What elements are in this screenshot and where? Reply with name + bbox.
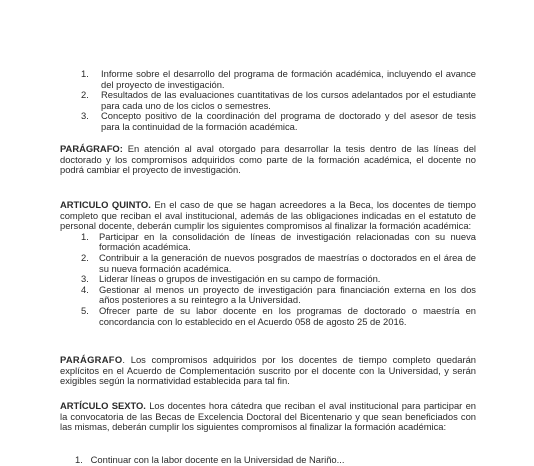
list-item — [77, 253, 476, 274]
list-item — [77, 285, 476, 306]
list-item-text: Liderar líneas o grupos de investigación en su campo de formación. — [99, 273, 381, 285]
list-item-text: Participar en la consolidación de líneas de investigación relacionadas con su nueva formación académica. — [99, 230, 476, 253]
list-item-number: 1. — [81, 230, 89, 242]
list-item-number: 1. — [81, 68, 89, 79]
list-item-text: Gestionar al menos un proyecto de investigación para financiación externa en los dos años posteriores a su reintegro a la Universidad. — [99, 283, 476, 306]
articulo-quinto-heading: ARTICULO QUINTO. — [60, 199, 151, 210]
cut-off-text: Continuar con la labor docente en la Universidad de Nariño... — [90, 454, 345, 465]
list-item-text: Concepto positivo de la coordinación del programa de doctorado y del asesor de tesis para la continuidad de la formación académica. — [101, 110, 476, 132]
list-item-text: Ofrecer parte de su labor docente en los programas de doctorado o maestría en concordancia con lo establecido en el Acuerdo 058 de agosto 25 de 2016. — [99, 304, 476, 327]
intro-list — [81, 69, 476, 133]
list-item-number: 3. — [81, 110, 89, 122]
paragrafo-2 — [60, 355, 476, 387]
articulo-sexto-body: Los docentes hora cátedra que reciban el aval institucional para participar en la convocatoria de las Becas de Excelencia Doctoral del Bicentenario y que sean beneficiados con las mismas, deberán cumplir los siguientes compromisos al finalizar la formación académica: — [60, 400, 477, 433]
list-item — [81, 111, 476, 132]
list-item-number: 5. — [81, 304, 89, 316]
list-item-text: Informe sobre el desarrollo del programa de formación académica, incluyendo el avance del proyecto de investigación. — [101, 68, 476, 90]
list-item-number: 3. — [81, 273, 89, 285]
list-item-text: Resultados de las evaluaciones cuantitativas de los cursos adelantados por el estudiante para cada uno de los ciclos o semestres. — [101, 89, 476, 111]
articulo-sexto — [60, 401, 476, 433]
list-item-number: 2. — [81, 251, 89, 263]
paragrafo-1-body: En atención al aval otorgado para desarrollar la tesis dentro de las líneas del doctorado y los compromisos adquiridos como parte de la formación académica, el docente no podrá cambiar el proyecto de investigación. — [60, 143, 476, 176]
list-item — [81, 69, 476, 90]
articulo-quinto-lead — [60, 200, 476, 232]
paragrafo-2-body: . Los compromisos adquiridos por los docentes de tiempo completo quedarán explícitos en el Acuerdo de Complementación suscrito por el docente con la Universidad, y serán exigibles según la normatividad establecida para tal fin. — [60, 354, 476, 387]
list-item-number: 2. — [81, 89, 89, 101]
list-item-number: 4. — [81, 283, 89, 295]
paragrafo-1 — [60, 144, 476, 176]
articulo-quinto-body: En el caso de que se hagan acreedores a la Beca, los docentes de tiempo completo que reciban el aval institucional, además de las obligaciones indicadas en el estatuto de personal docente, deberán cumplir los siguientes compromisos al finalizar la formación académica: — [60, 199, 476, 232]
articulo-quinto — [60, 200, 476, 327]
paragrafo-1-heading: PARÁGRAFO: — [60, 143, 123, 154]
articulo-sexto-heading: ARTÍCULO SEXTO. — [60, 400, 146, 411]
list-item — [77, 306, 476, 327]
list-item-text: Contribuir a la generación de nuevos posgrados de maestrías o doctorados en el área de su nueva formación académica. — [99, 251, 476, 274]
cut-off-list-item — [75, 455, 476, 466]
list-item — [77, 232, 476, 253]
paragrafo-2-heading: PARÁGRAFO — [60, 354, 123, 365]
list-item — [81, 90, 476, 111]
cut-off-num: 1. — [75, 454, 83, 465]
